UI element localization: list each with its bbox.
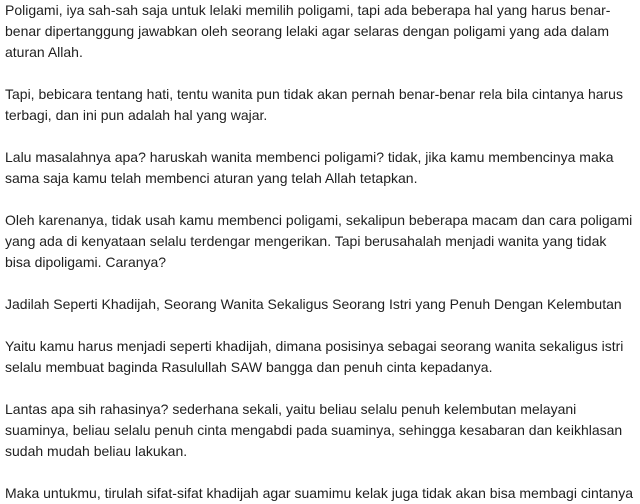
paragraph-untukmu: Maka untukmu, tirulah sifat-sifat khadijah agar suamimu kelak juga tidak akan bisa membagi cintanya	[5, 485, 633, 501]
article-body	[5, 0, 635, 504]
paragraph-khadijah-heading: Jadilah Seperti Khadijah, Seorang Wanita Sekaligus Seorang Istri yang Penuh Dengan Kelembutan	[5, 296, 622, 312]
paragraph-hati: Tapi, bebicara tentang hati, tentu wanita pun tidak akan pernah benar-benar rela bila cintanya harus terbagi, dan ini pun adalah hal yang wajar.	[5, 86, 623, 123]
paragraph-poligami-intro: Poligami, iya sah-sah saja untuk lelaki memilih poligami, tapi ada beberapa hal yang harus benar-benar dipertanggung jawabkan oleh seorang lelaki agar selaras dengan poligami yang ada dalam aturan Allah.	[5, 2, 611, 60]
paragraph-rahasia: Lantas apa sih rahasinya? sederhana sekali, yaitu beliau selalu penuh kelembutan melayani suaminya, beliau selalu penuh cinta mengabdi pada suaminya, sehingga kesabaran dan keikhlasan sudah mudah beliau lakukan.	[5, 401, 623, 459]
paragraph-oleh-karenanya: Oleh karenanya, tidak usah kamu membenci poligami, sekalipun beberapa macam dan cara poligami yang ada di kenyataan selalu terdengar mengerikan. Tapi berusahalah menjadi wanita yang tidak bisa dipoligami. Caranya?	[5, 212, 633, 270]
paragraph-masalah: Lalu masalahnya apa? haruskah wanita membenci poligami? tidak, jika kamu membencinya maka sama saja kamu telah membenci aturan yang telah Allah tetapkan.	[5, 149, 614, 186]
paragraph-seperti-khadijah: Yaitu kamu harus menjadi seperti khadijah, dimana posisinya sebagai seorang wanita sekaligus istri selalu membuat baginda Rasulullah SAW bangga dan penuh cinta kepadanya.	[5, 338, 624, 375]
